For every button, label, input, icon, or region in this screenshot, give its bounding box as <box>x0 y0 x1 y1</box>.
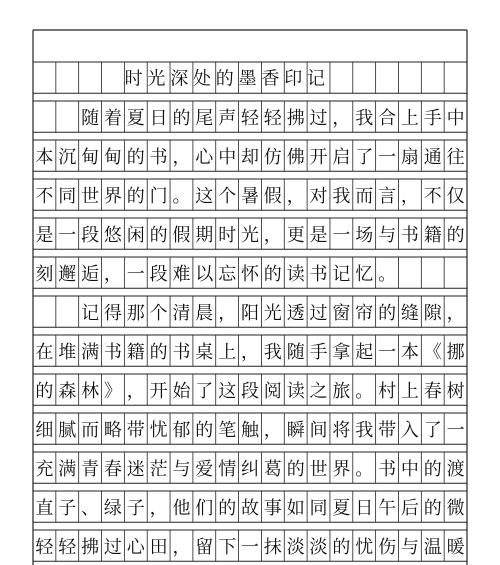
essay-char: 段 <box>149 264 168 286</box>
essay-char: 而 <box>81 420 100 442</box>
essay-char: 心 <box>126 537 145 559</box>
essay-body <box>35 108 464 565</box>
essay-char: ， <box>400 186 419 208</box>
essay-char: 抹 <box>263 537 282 559</box>
essay-char: 段 <box>81 225 100 247</box>
essay-char: 手 <box>309 342 328 364</box>
essay-char: 甸 <box>81 147 100 169</box>
essay-title: 时光深处的墨香印记 <box>124 68 330 90</box>
essay-char: 的 <box>446 225 465 247</box>
essay-char: 书 <box>103 342 122 364</box>
essay-char: 间 <box>309 420 328 442</box>
essay-char: 心 <box>195 147 214 169</box>
essay-char: 满 <box>81 342 100 364</box>
essay-char: 清 <box>172 303 191 325</box>
essay-char: 的 <box>172 108 191 130</box>
essay-char: 。 <box>355 381 374 403</box>
essay-char: 事 <box>263 498 282 520</box>
essay-char: 假 <box>263 186 282 208</box>
essay-char: 邂 <box>58 264 77 286</box>
essay-char: 、 <box>81 498 100 520</box>
essay-char: ， <box>172 147 191 169</box>
essay-char: 那 <box>126 303 145 325</box>
essay-char: 留 <box>195 537 214 559</box>
essay-char: 起 <box>355 342 374 364</box>
essay-char: 林 <box>81 381 100 403</box>
essay-char: 村 <box>378 381 397 403</box>
essay-char: 淡 <box>286 537 305 559</box>
essay-char: 同 <box>309 498 328 520</box>
essay-char: 一 <box>126 264 145 286</box>
essay-char: 上 <box>218 342 237 364</box>
essay-char: 春 <box>423 381 442 403</box>
essay-char: ， <box>126 381 145 403</box>
essay-char: 笔 <box>218 420 237 442</box>
essay-char: 界 <box>332 459 351 481</box>
essay-char: 了 <box>355 147 374 169</box>
essay-char: 暖 <box>446 537 465 559</box>
essay-char: 过 <box>309 108 328 130</box>
essay-char: ， <box>263 225 282 247</box>
essay-char: 桌 <box>195 342 214 364</box>
essay-char: 缝 <box>400 303 419 325</box>
essay-char: 手 <box>423 108 442 130</box>
essay-char: 与 <box>378 225 397 247</box>
essay-char: 合 <box>378 108 397 130</box>
essay-char: 记 <box>81 303 100 325</box>
essay-char: 沉 <box>58 147 77 169</box>
essay-char: 闲 <box>126 225 145 247</box>
essay-char: 一 <box>58 225 77 247</box>
essay-char: 对 <box>309 186 328 208</box>
essay-char: 与 <box>400 537 419 559</box>
essay-char: 拂 <box>286 108 305 130</box>
essay-char: 过 <box>309 303 328 325</box>
essay-char: 们 <box>195 498 214 520</box>
essay-char: 这 <box>218 381 237 403</box>
essay-char: 忧 <box>149 420 168 442</box>
essay-char: 夏 <box>126 108 145 130</box>
essay-char: 个 <box>149 303 168 325</box>
essay-char: 下 <box>218 537 237 559</box>
essay-char: 我 <box>332 186 351 208</box>
essay-char: 微 <box>446 498 465 520</box>
essay-char: 期 <box>195 225 214 247</box>
essay-char: 的 <box>263 264 282 286</box>
essay-char: 读 <box>286 264 305 286</box>
essay-char: 春 <box>103 459 122 481</box>
essay-char: 的 <box>218 498 237 520</box>
essay-char: 籍 <box>423 225 442 247</box>
essay-char: 这 <box>195 186 214 208</box>
essay-char: 不 <box>423 186 442 208</box>
essay-char: 子 <box>126 498 145 520</box>
essay-char: 开 <box>309 147 328 169</box>
essay-char: 书 <box>309 264 328 286</box>
essay-char: 书 <box>378 459 397 481</box>
essay-char: 得 <box>103 303 122 325</box>
essay-char: 书 <box>172 342 191 364</box>
essay-char: 记 <box>332 264 351 286</box>
essay-char: 直 <box>35 498 54 520</box>
essay-char: 本 <box>400 342 419 364</box>
essay-char: 一 <box>378 342 397 364</box>
essay-char: 故 <box>241 498 259 520</box>
essay-char: 充 <box>35 459 54 481</box>
essay-char: 忘 <box>218 264 237 286</box>
essay-char: 的 <box>195 420 214 442</box>
essay-char: 言 <box>378 186 397 208</box>
essay-char: 青 <box>81 459 100 481</box>
essay-char: 暑 <box>241 186 259 208</box>
essay-char: 拿 <box>332 342 351 364</box>
essay-char: ， <box>241 342 259 364</box>
essay-char: 的 <box>149 342 168 364</box>
essay-char: 尾 <box>195 108 214 130</box>
essay-char: 往 <box>446 147 465 169</box>
essay-char: 书 <box>400 225 419 247</box>
essay-char: 绿 <box>103 498 122 520</box>
essay-char: 葛 <box>263 459 282 481</box>
essay-char: ， <box>286 186 305 208</box>
essay-char: 树 <box>446 381 465 403</box>
essay-char: 他 <box>172 498 191 520</box>
essay-char: 了 <box>195 381 214 403</box>
essay-char: 细 <box>35 420 54 442</box>
essay-char: 籍 <box>126 342 145 364</box>
essay-char: 我 <box>263 342 282 364</box>
essay-char: 入 <box>400 420 419 442</box>
essay-char: 旅 <box>332 381 351 403</box>
essay-char: 中 <box>400 459 419 481</box>
essay-char: 假 <box>172 225 191 247</box>
essay-char: 随 <box>81 108 100 130</box>
essay-char: 一 <box>446 420 465 442</box>
essay-char: 启 <box>332 147 351 169</box>
essay-char: 午 <box>378 498 397 520</box>
essay-char: 时 <box>218 225 237 247</box>
essay-char: 轻 <box>241 108 259 130</box>
essay-char: 的 <box>423 459 442 481</box>
essay-char: 同 <box>58 186 77 208</box>
essay-char: 的 <box>332 537 351 559</box>
essay-char: 是 <box>309 225 328 247</box>
essay-char: 纠 <box>241 459 259 481</box>
essay-char: 中 <box>218 147 237 169</box>
essay-char: 以 <box>195 264 214 286</box>
essay-char: 始 <box>172 381 191 403</box>
essay-char: 一 <box>332 225 351 247</box>
essay-char: 书 <box>149 147 168 169</box>
essay-char: 轻 <box>58 537 77 559</box>
essay-char: 个 <box>218 186 237 208</box>
essay-char: 世 <box>309 459 328 481</box>
essay-char: 堆 <box>58 342 77 364</box>
essay-char: 甸 <box>103 147 122 169</box>
essay-char: 透 <box>286 303 305 325</box>
essay-char: 佛 <box>286 147 305 169</box>
essay-char: 之 <box>309 381 328 403</box>
essay-char: 悠 <box>103 225 122 247</box>
essay-char: 在 <box>35 342 54 364</box>
essay-char: 中 <box>446 108 465 130</box>
essay-char: 茫 <box>149 459 168 481</box>
essay-char: 窗 <box>332 303 351 325</box>
essay-char: 情 <box>218 459 237 481</box>
essay-char: 不 <box>35 186 54 208</box>
essay-char: 上 <box>400 108 419 130</box>
essay-char: 郁 <box>172 420 191 442</box>
essay-char: 日 <box>149 108 168 130</box>
essay-char: 扇 <box>400 147 419 169</box>
essay-char: 子 <box>58 498 77 520</box>
essay-char: 忧 <box>355 537 374 559</box>
essay-char: 淡 <box>309 537 328 559</box>
essay-char: 场 <box>355 225 374 247</box>
essay-char: 》 <box>103 381 122 403</box>
essay-char: 温 <box>423 537 442 559</box>
essay-char: 光 <box>241 225 259 247</box>
essay-char: 是 <box>35 225 54 247</box>
essay-char: ， <box>172 537 191 559</box>
essay-char: 拂 <box>81 537 100 559</box>
essay-char: 的 <box>149 225 168 247</box>
essay-char: 。 <box>172 186 191 208</box>
essay-char: 满 <box>58 459 77 481</box>
essay-char: 阳 <box>241 303 259 325</box>
essay-char: 界 <box>103 186 122 208</box>
essay-char: 着 <box>103 108 122 130</box>
essay-char: 而 <box>355 186 374 208</box>
essay-char: 上 <box>400 381 419 403</box>
essay-char: 轻 <box>35 537 54 559</box>
essay-char: 森 <box>58 381 77 403</box>
essay-char: 一 <box>241 537 259 559</box>
essay-char: 世 <box>81 186 100 208</box>
essay-char: 迷 <box>126 459 145 481</box>
essay-char: 的 <box>35 381 54 403</box>
essay-char: ， <box>218 303 237 325</box>
essay-char: 爱 <box>195 459 214 481</box>
essay-char: 了 <box>423 420 442 442</box>
essay-char: 隙 <box>423 303 442 325</box>
essay-char: 却 <box>241 147 259 169</box>
essay-char: 逅 <box>81 264 100 286</box>
essay-char: 与 <box>172 459 191 481</box>
essay-char: 声 <box>218 108 237 130</box>
essay-char: 腻 <box>58 420 77 442</box>
essay-char: 的 <box>126 186 145 208</box>
essay-char: 后 <box>400 498 419 520</box>
essay-char: 略 <box>103 420 122 442</box>
essay-char: 轻 <box>263 108 282 130</box>
essay-char: 仅 <box>446 186 465 208</box>
essay-char: 帘 <box>355 303 374 325</box>
essay-char: 挪 <box>446 342 465 364</box>
essay-char: 。 <box>378 264 397 286</box>
essay-char: 读 <box>286 381 305 403</box>
essay-char: 开 <box>149 381 168 403</box>
essay-char: 我 <box>355 108 374 130</box>
essay-char: 瞬 <box>286 420 305 442</box>
essay-char: 渡 <box>446 459 465 481</box>
essay-char: 随 <box>286 342 305 364</box>
essay-char: 日 <box>355 498 374 520</box>
essay-char: ， <box>446 303 465 325</box>
essay-char: 刻 <box>35 264 54 286</box>
essay-char: ， <box>332 108 351 130</box>
essay-char: 的 <box>286 459 305 481</box>
essay-char: 的 <box>378 303 397 325</box>
essay-char: 将 <box>332 420 351 442</box>
essay-char: 晨 <box>195 303 214 325</box>
essay-char: 。 <box>355 459 374 481</box>
essay-char: ， <box>149 498 168 520</box>
essay-char: 伤 <box>378 537 397 559</box>
essay-char: 本 <box>35 147 54 169</box>
essay-char: 忆 <box>355 264 374 286</box>
essay-char: 如 <box>286 498 305 520</box>
essay-char: 的 <box>423 498 442 520</box>
essay-char: 门 <box>149 186 168 208</box>
essay-char: 怀 <box>241 264 259 286</box>
essay-char: 段 <box>241 381 259 403</box>
essay-char: 通 <box>423 147 442 169</box>
essay-char: 过 <box>103 537 122 559</box>
essay-char: ， <box>263 420 282 442</box>
essay-char: 带 <box>378 420 397 442</box>
essay-char: 田 <box>149 537 168 559</box>
essay-char: 光 <box>263 303 282 325</box>
essay-char: 我 <box>355 420 374 442</box>
essay-char: 难 <box>172 264 191 286</box>
essay-char: 《 <box>423 342 442 364</box>
essay-char: 夏 <box>332 498 351 520</box>
essay-char: 一 <box>378 147 397 169</box>
essay-char: 阅 <box>263 381 282 403</box>
essay-char: 仿 <box>263 147 282 169</box>
essay-char: 带 <box>126 420 145 442</box>
essay-char: 触 <box>241 420 259 442</box>
essay-char: ， <box>103 264 122 286</box>
essay-char: 更 <box>286 225 305 247</box>
essay-char: 的 <box>126 147 145 169</box>
